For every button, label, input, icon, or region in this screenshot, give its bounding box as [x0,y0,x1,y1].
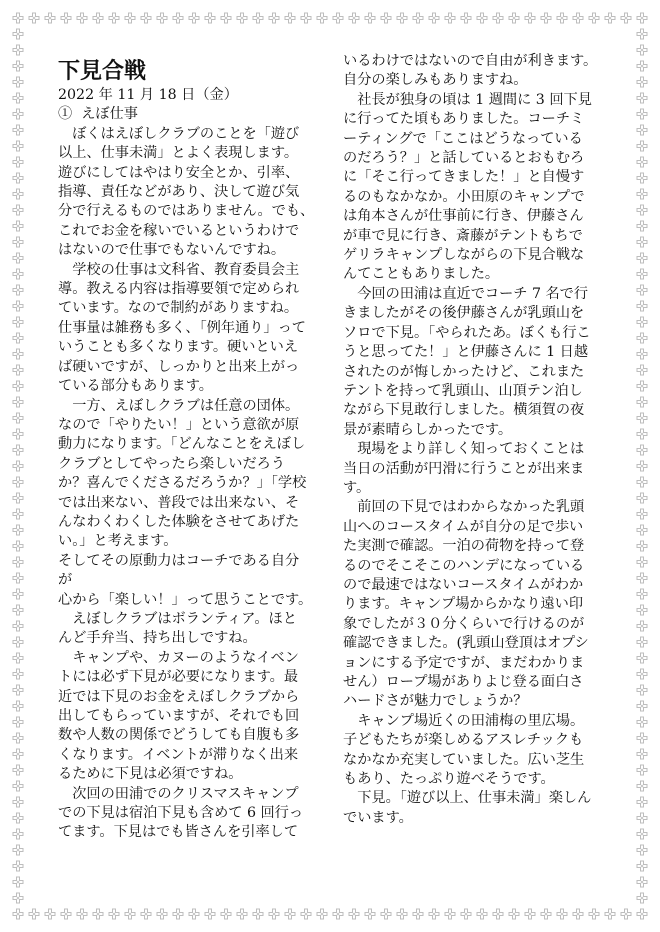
ornament-icon [637,909,647,919]
ornament-icon [13,13,23,23]
ornament-icon [365,13,375,23]
ornament-icon [13,509,23,519]
ornament-icon [637,829,647,839]
ornament-icon [61,13,71,23]
text-line: い。」と考えます。 [58,533,178,550]
ornament-icon [189,909,199,919]
ornament-icon [301,909,311,919]
text-line: ている部分もあります。 [58,378,213,395]
ornament-icon [237,13,247,23]
ornament-icon [13,125,23,135]
ornament-icon [157,909,167,919]
ornament-icon [221,13,231,23]
article-title: 下見合戦 [58,59,147,84]
ornament-icon [605,909,615,919]
ornament-icon [637,397,647,407]
text-line: 指導、責任などがあり、決して遊び気 [58,184,300,201]
text-line: 数や人数の関係でどうしても自腹も多 [58,727,300,744]
text-line: ゲリラキャンプしながらの下見合戦な [343,247,585,264]
text-line: 子どもたちが楽しめるアスレチックも [343,732,584,749]
ornament-icon [13,589,23,599]
ornament-icon [637,733,647,743]
ornament-icon [301,13,311,23]
ornament-icon [573,909,583,919]
text-line: 導。教える内容は指導要領で定められ [58,281,300,298]
ornament-icon [637,701,647,711]
ornament-icon [637,317,647,327]
ornament-icon [269,13,279,23]
text-line: テントを持って乳頭山、山頂テン泊し [343,382,583,399]
right-column [343,52,621,828]
text-line: キャンプや、カヌーのようなイベン [58,649,299,666]
ornament-icon [13,365,23,375]
text-line: に「そこ行ってきました！」と自慢す [343,169,585,186]
text-line: 社長が独身の頃は 1 週間に 3 回下見 [343,91,592,108]
ornament-icon [637,141,647,151]
ornament-icon [637,109,647,119]
ornament-icon [637,413,647,423]
ornament-icon [589,13,599,23]
ornament-icon [365,909,375,919]
ornament-icon [13,781,23,791]
text-line: 遊びにしてはやはり安全とか、引率、 [58,164,300,181]
ornament-icon [13,445,23,455]
ornament-icon [253,909,263,919]
ornament-icon [637,493,647,503]
ornament-icon [429,13,439,23]
text-line: 心から「楽しい！」って思うことです。 [58,591,313,608]
ornament-icon [13,541,23,551]
ornament-icon [29,909,39,919]
ornament-icon [637,13,647,23]
ornament-icon [13,301,23,311]
ornament-icon [637,221,647,231]
ornament-icon [13,653,23,663]
ornament-icon [621,13,631,23]
ornament-icon [637,685,647,695]
ornament-icon [637,253,647,263]
ornament-icon [13,157,23,167]
ornament-icon [13,701,23,711]
ornament-icon [285,13,295,23]
ornament-icon [157,13,167,23]
text-line: 一方、えぼしクラブは任意の団体。 [58,397,300,414]
text-line: に行ってた頃もありました。コーチミ [343,111,585,128]
ornament-icon [349,13,359,23]
ornament-icon [637,637,647,647]
ornament-icon [557,13,567,23]
ornament-icon [397,909,407,919]
ornament-icon [637,477,647,487]
text-line: ハードさが魅力でしょうか？ [343,693,528,710]
ornament-icon [637,429,647,439]
ornament-icon [637,93,647,103]
ornament-icon [109,909,119,919]
ornament-icon [333,909,343,919]
ornament-icon [221,909,231,919]
ornament-icon [637,605,647,615]
ornament-icon [573,13,583,23]
text-line: での下見は宿泊下見も含めて 6 回行っ [58,805,304,822]
ornament-icon [637,205,647,215]
ornament-icon [637,381,647,391]
text-line: 次回の田浦でのクリスマスキャンプ [58,785,299,802]
text-line: ります。キャンプ場からかなり遠い印 [343,596,584,613]
ornament-icon [333,13,343,23]
text-line: が車で見に行き、斎藤がテントもちで [343,227,583,244]
ornament-icon [461,13,471,23]
text-line: るのもなかなか。小田原のキャンプで [343,188,585,205]
ornament-icon [509,13,519,23]
text-line: はないので仕事でもないんですね。 [58,242,286,259]
ornament-icon [525,13,535,23]
ornament-icon [557,909,567,919]
ornament-icon [141,909,151,919]
ornament-icon [13,861,23,871]
text-line: か？喜んでくださるだろうか？」「学校 [58,475,307,492]
ornament-icon [317,13,327,23]
ornament-icon [13,765,23,775]
ornament-icon [445,13,455,23]
ornament-icon [13,733,23,743]
ornament-icon [13,621,23,631]
ornament-icon [13,749,23,759]
ornament-icon [637,845,647,855]
ornament-icon [61,909,71,919]
text-line: きましたがその後伊藤さんが乳頭山を [343,305,585,322]
ornament-icon [637,365,647,375]
text-line: のだろう？」と話しているとおもむろ [343,150,585,167]
ornament-icon [93,909,103,919]
ornament-icon [637,237,647,247]
text-line: 当日の活動が円滑に行うことが出来ま [343,460,585,477]
ornament-icon [509,909,519,919]
ornament-icon [13,269,23,279]
ornament-icon [637,125,647,135]
ornament-icon [381,909,391,919]
ornament-icon [445,909,455,919]
ornament-icon [13,317,23,327]
ornament-icon [205,13,215,23]
ornament-icon [605,13,615,23]
ornament-icon [637,557,647,567]
ornament-icon [205,909,215,919]
text-line: 出してもらっていますが、それでも回 [58,708,300,724]
text-line: キャンプ場近くの田浦梅の里広場。 [343,712,585,729]
ornament-icon [13,717,23,727]
text-line: なかなか充実していました。広い芝生 [343,751,585,768]
ornament-icon [637,173,647,183]
text-line: 動力になります。「どんなことをえぼし [58,436,306,453]
ornament-icon [413,13,423,23]
ornament-icon [397,13,407,23]
ornament-icon [637,541,647,551]
ornament-icon [637,45,647,55]
ornament-icon [13,829,23,839]
ornament-icon [13,413,23,423]
text-line: 今回の田浦は直近でコーチ 7 名で行 [343,285,589,302]
text-line: トには必ず下見が必要になります。最 [58,669,299,686]
text-line: ーティングで「ここはどうなっている [343,130,583,147]
ornament-icon [77,13,87,23]
ornament-icon [381,13,391,23]
ornament-icon [637,893,647,903]
ornament-icon [13,77,23,87]
ornament-icon [637,333,647,343]
text-line: なので「やりたい！」という意欲が原 [58,416,300,433]
text-line: 近では下見のお金をえぼしクラブから [58,688,300,705]
ornament-icon [125,909,135,919]
ornament-icon [13,381,23,391]
ornament-icon [13,189,23,199]
ornament-icon [637,61,647,71]
ornament-icon [13,285,23,295]
text-line: ながら下見敢行しました。横須賀の夜 [343,402,585,419]
text-line: んなわくわくした体験をさせてあげた [58,513,300,530]
ornament-icon [637,509,647,519]
ornament-icon [285,909,295,919]
ornament-icon [13,253,23,263]
ornament-icon [637,589,647,599]
text-line: ば硬いですが、しっかりと出来上がっ [58,358,300,375]
ornament-icon [93,13,103,23]
ornament-icon [13,221,23,231]
ornament-icon [637,29,647,39]
ornament-icon [637,301,647,311]
ornament-icon [493,909,503,919]
text-line: でいます。 [343,809,413,826]
ornament-icon [637,285,647,295]
ornament-icon [13,877,23,887]
text-line: 以上、仕事未満」とよく表現します。 [58,145,299,162]
text-line: いるわけではないので自由が利きます。 [343,53,598,69]
ornament-icon [637,157,647,167]
ornament-icon [141,13,151,23]
text-line: 現場をより詳しく知っておくことは [343,441,585,458]
ornament-icon [637,445,647,455]
text-line: んど手弁当、持ち出しですね。 [58,630,257,647]
text-line: 前回の下見ではわからなかった乳頭 [343,499,585,516]
text-line: ています。なので制約がありますね。 [58,300,299,317]
ornament-icon [45,909,55,919]
ornament-icon [237,909,247,919]
text-line: クラブとしてやったら楽しいだろう [58,455,286,472]
ornament-icon [429,909,439,919]
ornament-icon [413,909,423,919]
ornament-icon [541,13,551,23]
ornament-icon [13,477,23,487]
ornament-icon [637,749,647,759]
ornament-icon [541,909,551,919]
ornament-icon [13,637,23,647]
ornament-icon [77,909,87,919]
ornament-icon [637,877,647,887]
ornament-icon [637,461,647,471]
right-column-body [343,52,621,828]
ornament-icon [45,13,55,23]
text-line: 象でしたが３０分くらいで行けるのが [343,615,585,632]
ornament-icon [13,173,23,183]
text-line: 仕事量は雑務も多く、「例年通り」って [58,319,306,336]
article-date: 2022 年 11 月 18 日（金） [58,87,238,103]
ornament-icon [621,909,631,919]
ornament-icon [13,813,23,823]
text-line: 自分の楽しみもありますね。 [343,72,528,89]
ornament-icon [13,685,23,695]
ornament-icon [13,397,23,407]
ornament-icon [13,141,23,151]
ornament-icon [13,349,23,359]
text-line: ョンにする予定ですが、まだわかりま [343,654,585,671]
ornament-icon [477,13,487,23]
ornament-icon [13,669,23,679]
ornament-icon [637,717,647,727]
ornament-icon [637,781,647,791]
text-line: ので最速ではないコースタイムがわか [343,576,584,593]
ornament-icon [13,493,23,503]
ornament-icon [13,845,23,855]
ornament-icon [13,29,23,39]
ornament-icon [637,77,647,87]
ornament-icon [13,909,23,919]
ornament-icon [29,13,39,23]
ornament-icon [637,669,647,679]
ornament-icon [637,797,647,807]
text-line: 確認できました。(乳頭山登頂はオプシ [343,635,589,652]
left-column [58,58,336,843]
left-column-body [58,125,336,843]
ornament-icon [477,909,487,919]
ornament-icon [13,461,23,471]
ornament-icon [13,45,23,55]
text-line: ぼくはえぼしクラブのことを「遊び [58,125,300,142]
ornament-icon [637,525,647,535]
text-line: そしてその原動力はコーチである自分 [58,552,300,569]
ornament-icon [637,573,647,583]
ornament-icon [13,61,23,71]
text-line: は角本さんが仕事前に行き、伊藤さん [343,208,584,225]
text-line: す。 [343,479,371,496]
ornament-icon [637,189,647,199]
ornament-icon [637,349,647,359]
text-line: えぼしクラブはボランティア。ほと [58,610,297,627]
text-line: んてこともありました。 [343,266,500,283]
text-line: 学校の仕事は文科省、教育委員会主 [58,261,300,278]
text-line: 下見。「遊び以上、仕事未満」楽しん [343,790,592,807]
text-line: た実測で確認。一泊の荷物を持って登 [343,538,585,555]
ornament-icon [637,653,647,663]
text-line: るために下見は必須ですね。 [58,766,243,783]
text-line: 分で行えるものではありません。でも、 [58,203,315,220]
text-line: るのでそこそこのハンデになっている [343,557,585,574]
ornament-icon [317,909,327,919]
ornament-icon [13,429,23,439]
text-line: 景が素晴らしかったです。 [343,421,513,438]
ornament-icon [493,13,503,23]
text-line: が [58,572,73,589]
text-line: ソロで下見。「やられたあ。ぼくも行こ [343,324,591,341]
ornament-icon [189,13,199,23]
ornament-icon [13,205,23,215]
ornament-icon [269,909,279,919]
text-line: うと思ってた！」と伊藤さんに 1 日越 [343,344,589,361]
ornament-icon [253,13,263,23]
text-line: もあり、たっぷり遊べそうです。 [343,771,555,788]
ornament-icon [13,797,23,807]
ornament-icon [525,909,535,919]
ornament-icon [13,525,23,535]
text-line: これでお金を稼いでいるというわけで [58,222,300,239]
ornament-icon [13,237,23,247]
text-line: くなります。イベントが滞りなく出来 [58,746,299,763]
ornament-icon [589,909,599,919]
ornament-icon [461,909,471,919]
ornament-icon [349,909,359,919]
text-line: いうことも多くなります。硬いといえ [58,339,299,356]
ornament-icon [637,765,647,775]
ornament-icon [13,93,23,103]
ornament-icon [125,13,135,23]
section-heading: ① えぼ仕事 [58,106,138,123]
ornament-icon [637,861,647,871]
ornament-icon [637,269,647,279]
ornament-icon [13,573,23,583]
text-line: 山へのコースタイムが自分の足で歩い [343,518,584,535]
ornament-icon [637,621,647,631]
ornament-icon [13,605,23,615]
ornament-icon [13,333,23,343]
ornament-icon [109,13,119,23]
ornament-icon [173,909,183,919]
text-line: されたのが悔しかったけど、これまた [343,363,585,380]
ornament-icon [13,893,23,903]
text-line: せん）ロープ場がありよじ登る面白さ [343,674,584,690]
page-content [58,53,618,898]
ornament-icon [637,813,647,823]
text-line: てます。下見はでも皆さんを引率して [58,824,299,841]
ornament-icon [13,557,23,567]
text-line: では出来ない、普段では出来ない、そ [58,494,300,511]
ornament-icon [173,13,183,23]
ornament-icon [13,109,23,119]
